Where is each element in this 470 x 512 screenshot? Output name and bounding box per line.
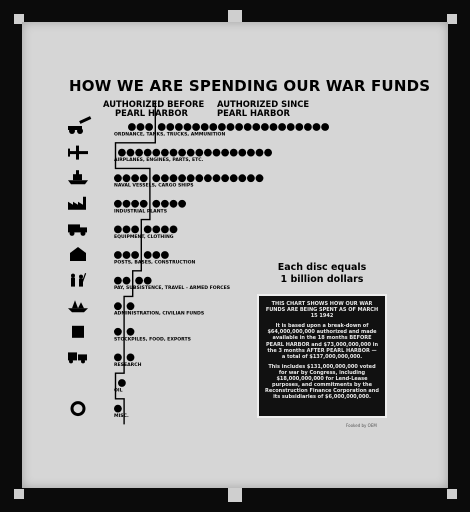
disc-before-pearl-harbor — [123, 174, 131, 182]
category-label: PAY, SUBSISTENCE, TRAVEL - ARMED FORCES — [114, 286, 231, 292]
disc-before-pearl-harbor — [131, 174, 139, 182]
disc-before-pearl-harbor — [114, 277, 122, 285]
disc-since-pearl-harbor — [287, 123, 295, 131]
category-label: ADMINISTRATION, CIVILIAN FUNDS — [114, 311, 205, 317]
legend-since-line-1: AUTHORIZED SINCE — [217, 99, 310, 109]
ring-icon — [72, 403, 84, 415]
disc-before-pearl-harbor — [123, 226, 131, 234]
disc-before-pearl-harbor — [131, 226, 139, 234]
category-label: RESEARCH — [114, 362, 142, 368]
disc-before-pearl-harbor — [145, 123, 153, 131]
disc-before-pearl-harbor — [140, 200, 148, 208]
disc-since-pearl-harbor — [187, 174, 195, 182]
disc-before-pearl-harbor — [123, 251, 131, 259]
disc-since-pearl-harbor — [218, 123, 226, 131]
photo-credit: Fooked by OEM — [346, 423, 377, 428]
disc-before-pearl-harbor — [114, 302, 122, 310]
disc-since-pearl-harbor — [135, 149, 143, 157]
legend-since-line-2: PEARL HARBOR — [217, 108, 290, 118]
legend-before-line-2: PEARL HARBOR — [115, 108, 188, 118]
category-label: STOCKPILES, FOOD, EXPORTS — [114, 337, 191, 343]
disc-since-pearl-harbor — [152, 251, 160, 259]
disc-since-pearl-harbor — [144, 226, 152, 234]
disc-since-pearl-harbor — [209, 123, 217, 131]
category-label: OIL — [114, 388, 123, 394]
disc-since-pearl-harbor — [192, 123, 200, 131]
disc-since-pearl-harbor — [175, 123, 183, 131]
disc-before-pearl-harbor — [114, 200, 122, 208]
soldiers-icon — [71, 273, 86, 287]
category-label: EQUIPMENT, CLOTHING — [114, 234, 174, 240]
disc-since-pearl-harbor — [161, 174, 169, 182]
disc-since-pearl-harbor — [178, 174, 186, 182]
disc-since-pearl-harbor — [187, 149, 195, 157]
disc-since-pearl-harbor — [235, 123, 243, 131]
disc-since-pearl-harbor — [184, 123, 192, 131]
disc-since-pearl-harbor — [221, 174, 229, 182]
disc-since-pearl-harbor — [230, 149, 238, 157]
note-paragraph-2: This includes $131,000,000,000 voted for war by Congress, including $18,000,000,000 for Lend-Lease purposes, and commitments by the Reconstruction Finance Corporation and its subsidiaries of $6,000,000,000. — [265, 363, 379, 401]
disc-since-pearl-harbor — [152, 174, 160, 182]
factory-icon — [68, 197, 86, 210]
disc-since-pearl-harbor — [230, 174, 238, 182]
crate-icon — [72, 326, 84, 338]
disc-since-pearl-harbor — [170, 226, 178, 234]
note-paragraph-1: It is based upon a break-down of $64,000,000,000 authorized and made available in the 18 months BEFORE PEARL HARBOR and $73,000,000,000 in the 3 months AFTER PEARL HARBOR — a total of $137,000,000,000. — [266, 323, 378, 360]
disc-since-pearl-harbor — [264, 149, 272, 157]
disc-since-pearl-harbor — [127, 354, 135, 362]
disc-since-pearl-harbor — [213, 149, 221, 157]
disc-since-pearl-harbor — [295, 123, 303, 131]
disc-since-pearl-harbor — [166, 123, 174, 131]
truck-icon — [68, 224, 87, 236]
disc-since-pearl-harbor — [118, 149, 126, 157]
disc-since-pearl-harbor — [152, 200, 160, 208]
disc-since-pearl-harbor — [204, 149, 212, 157]
category-label: INDUSTRIAL PLANTS — [114, 209, 168, 215]
disc-since-pearl-harbor — [170, 149, 178, 157]
cannon-icon — [68, 116, 91, 134]
unit-label-line-2: 1 billion dollars — [280, 274, 364, 285]
category-label: AIRPLANES, ENGINES, PARTS, ETC. — [114, 158, 204, 164]
disc-since-pearl-harbor — [195, 174, 203, 182]
note-heading: THIS CHART SHOWS HOW OUR WAR FUNDS ARE BEING SPENT AS OF MARCH 15 1942 — [265, 301, 379, 320]
disc-before-pearl-harbor — [114, 354, 122, 362]
chart-title: HOW WE ARE SPENDING OUR WAR FUNDS — [69, 77, 431, 95]
disc-before-pearl-harbor — [140, 174, 148, 182]
disc-before-pearl-harbor — [131, 200, 139, 208]
disc-before-pearl-harbor — [123, 200, 131, 208]
disc-since-pearl-harbor — [213, 174, 221, 182]
disc-since-pearl-harbor — [247, 174, 255, 182]
disc-since-pearl-harbor — [221, 149, 229, 157]
disc-since-pearl-harbor — [313, 123, 321, 131]
disc-since-pearl-harbor — [144, 251, 152, 259]
railcar-icon — [68, 352, 87, 363]
category-label: NAVAL VESSELS, CARGO SHIPS — [114, 183, 194, 189]
disc-since-pearl-harbor — [247, 149, 255, 157]
disc-since-pearl-harbor — [161, 149, 169, 157]
disc-since-pearl-harbor — [127, 328, 135, 336]
explanatory-note-box — [257, 294, 387, 418]
disc-before-pearl-harbor — [128, 123, 136, 131]
disc-since-pearl-harbor — [161, 200, 169, 208]
disc-since-pearl-harbor — [170, 174, 178, 182]
disc-since-pearl-harbor — [152, 226, 160, 234]
disc-before-pearl-harbor — [131, 251, 139, 259]
barracks-icon — [70, 247, 86, 261]
disc-since-pearl-harbor — [256, 149, 264, 157]
unit-label-line-1: Each disc equals — [277, 262, 367, 273]
category-icons — [68, 116, 91, 414]
troopship-icon — [68, 300, 88, 312]
disc-since-pearl-harbor — [195, 149, 203, 157]
disc-before-pearl-harbor — [114, 251, 122, 259]
disc-since-pearl-harbor — [127, 302, 135, 310]
disc-since-pearl-harbor — [252, 123, 260, 131]
disc-since-pearl-harbor — [201, 123, 209, 131]
disc-since-pearl-harbor — [204, 174, 212, 182]
disc-since-pearl-harbor — [178, 200, 186, 208]
disc-since-pearl-harbor — [227, 123, 235, 131]
disc-since-pearl-harbor — [135, 277, 143, 285]
disc-before-pearl-harbor — [114, 226, 122, 234]
disc-since-pearl-harbor — [161, 226, 169, 234]
disc-before-pearl-harbor — [114, 405, 122, 413]
disc-since-pearl-harbor — [170, 200, 178, 208]
disc-since-pearl-harbor — [321, 123, 329, 131]
category-label: MISC. — [114, 414, 129, 420]
ship-icon — [68, 170, 88, 184]
disc-since-pearl-harbor — [118, 379, 126, 387]
disc-since-pearl-harbor — [238, 149, 246, 157]
disc-since-pearl-harbor — [238, 174, 246, 182]
disc-before-pearl-harbor — [137, 123, 145, 131]
disc-since-pearl-harbor — [158, 123, 166, 131]
category-label: ORDNANCE, TANKS, TRUCKS, AMMUNITION — [114, 132, 226, 138]
disc-since-pearl-harbor — [256, 174, 264, 182]
legend-before-line-1: AUTHORIZED BEFORE — [103, 99, 205, 109]
disc-since-pearl-harbor — [161, 251, 169, 259]
disc-before-pearl-harbor — [114, 328, 122, 336]
disc-since-pearl-harbor — [178, 149, 186, 157]
disc-before-pearl-harbor — [123, 277, 131, 285]
disc-since-pearl-harbor — [261, 123, 269, 131]
disc-since-pearl-harbor — [244, 123, 252, 131]
disc-since-pearl-harbor — [144, 149, 152, 157]
disc-before-pearl-harbor — [114, 174, 122, 182]
disc-since-pearl-harbor — [127, 149, 135, 157]
disc-since-pearl-harbor — [278, 123, 286, 131]
disc-since-pearl-harbor — [270, 123, 278, 131]
category-label: POSTS, BASES, CONSTRUCTION — [114, 260, 196, 266]
disc-since-pearl-harbor — [304, 123, 312, 131]
disc-since-pearl-harbor — [144, 277, 152, 285]
airplane-icon — [68, 146, 88, 160]
disc-since-pearl-harbor — [152, 149, 160, 157]
